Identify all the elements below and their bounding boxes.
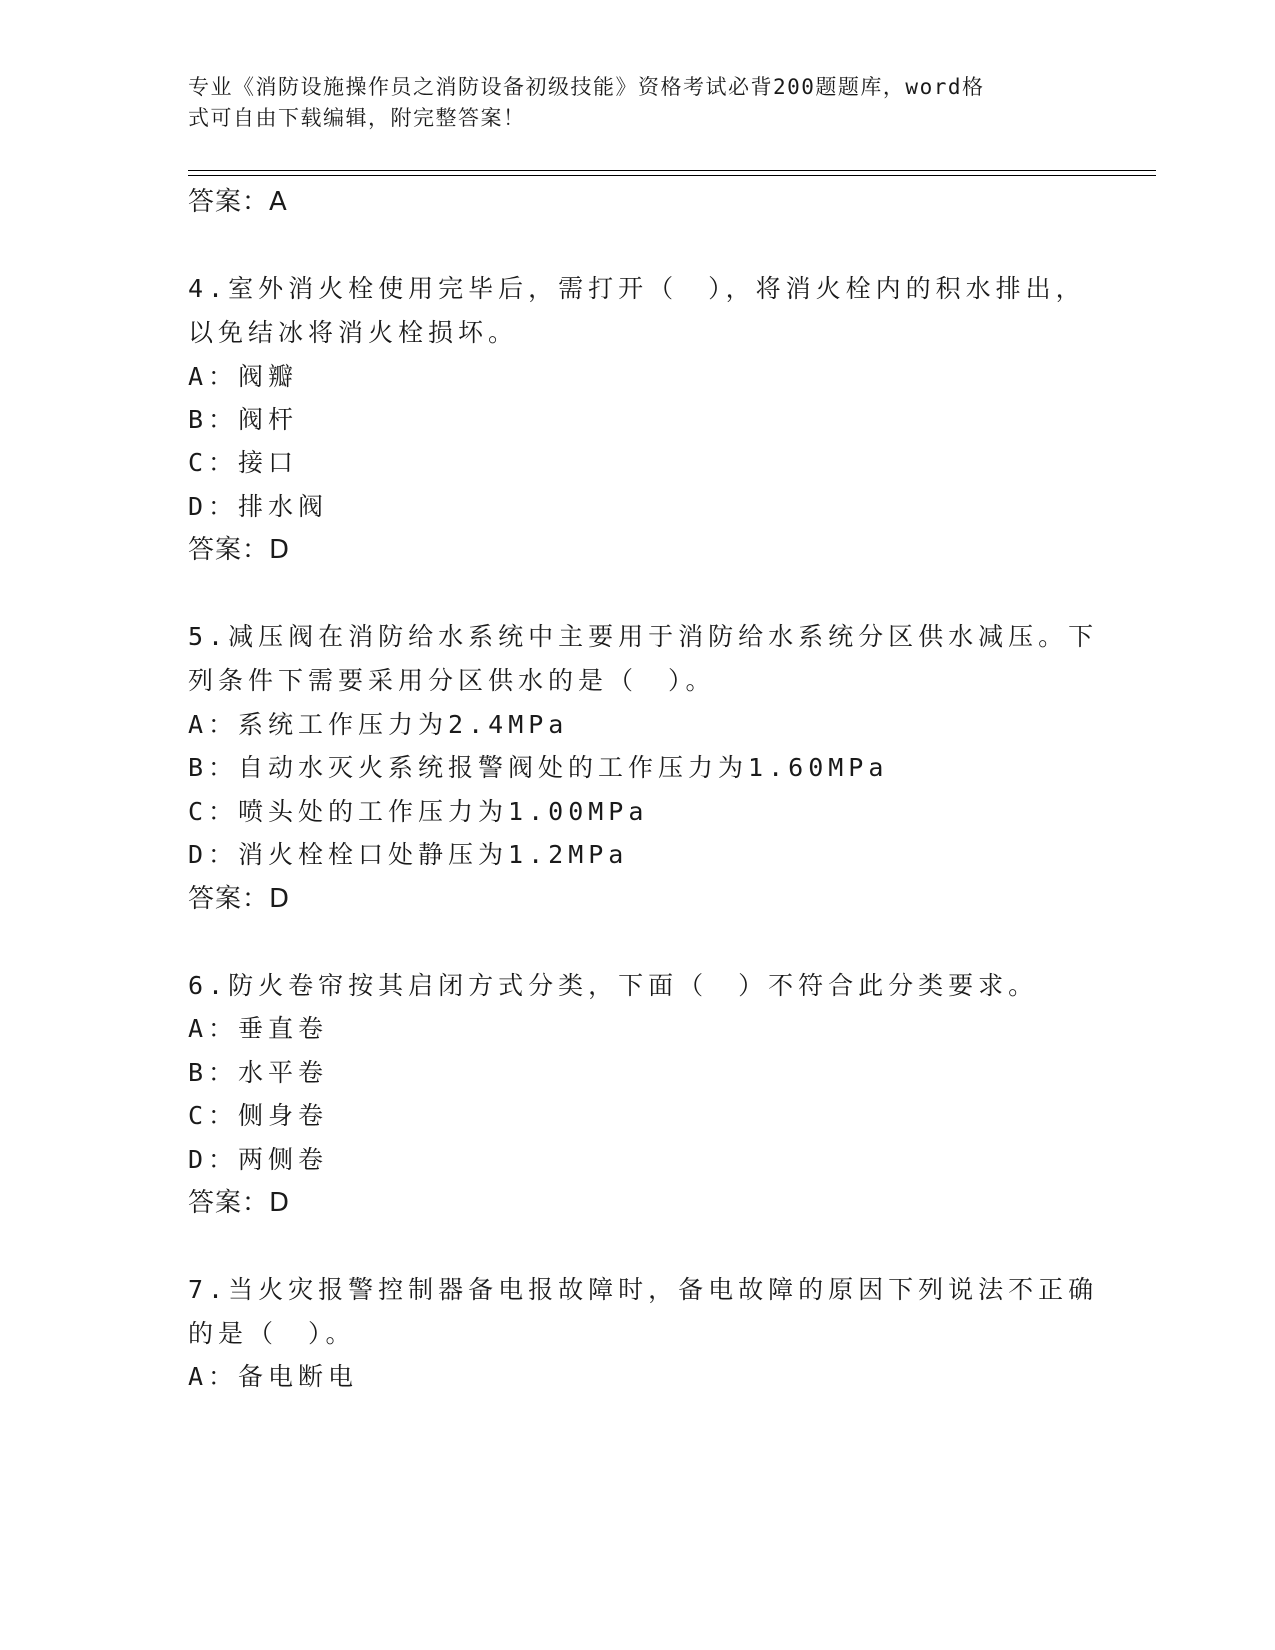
question-5-text-line-2: 列条件下需要采用分区供水的是（ ）。 [188,666,716,695]
question-6-option-a: A：垂直卷 [188,1014,329,1043]
question-5-option-c: C：喷头处的工作压力为1.00MPa [188,797,649,826]
question-4-text-line-2: 以免结冰将消火栓损坏。 [188,318,519,347]
question-6-option-b: B：水平卷 [188,1058,329,1087]
question-4-option-a: A：阀瓣 [188,362,299,391]
question-4-text-line-1: 4.室外消火栓使用完毕后，需打开（ ），将消火栓内的积水排出， [188,274,1086,303]
previous-answer: 答案：A [188,187,288,217]
question-5-option-d: D：消火栓栓口处静压为1.2MPa [188,840,629,869]
question-4-answer: 答案：D [188,535,291,565]
header-title-line-1: 专业《消防设施操作员之消防设备初级技能》资格考试必背200题题库，word格 [188,75,985,99]
question-6-answer: 答案：D [188,1188,291,1218]
question-4-option-d: D：排水阀 [188,492,329,521]
question-6-text-line-1: 6.防火卷帘按其启闭方式分类，下面（ ）不符合此分类要求。 [188,971,1039,1000]
question-6-option-d: D：两侧卷 [188,1145,329,1174]
question-5-option-a: A：系统工作压力为2.4MPa [188,710,569,739]
question-7-option-a: A：备电断电 [188,1362,359,1391]
header-rule-bottom [188,175,1156,176]
header-rule-top [188,170,1156,171]
question-5-answer: 答案：D [188,884,291,914]
header-title-line-2: 式可自由下载编辑，附完整答案！ [188,106,526,130]
question-7-text-line-1: 7.当火灾报警控制器备电报故障时，备电故障的原因下列说法不正确 [188,1275,1099,1304]
question-6-option-c: C：侧身卷 [188,1101,329,1130]
question-4-option-c: C：接口 [188,448,299,477]
question-5-option-b: B：自动水灭火系统报警阀处的工作压力为1.60MPa [188,753,889,782]
question-7-text-line-2: 的是（ ）。 [188,1319,356,1348]
question-4-option-b: B：阀杆 [188,405,299,434]
question-5-text-line-1: 5.减压阀在消防给水系统中主要用于消防给水系统分区供水减压。下 [188,622,1099,651]
